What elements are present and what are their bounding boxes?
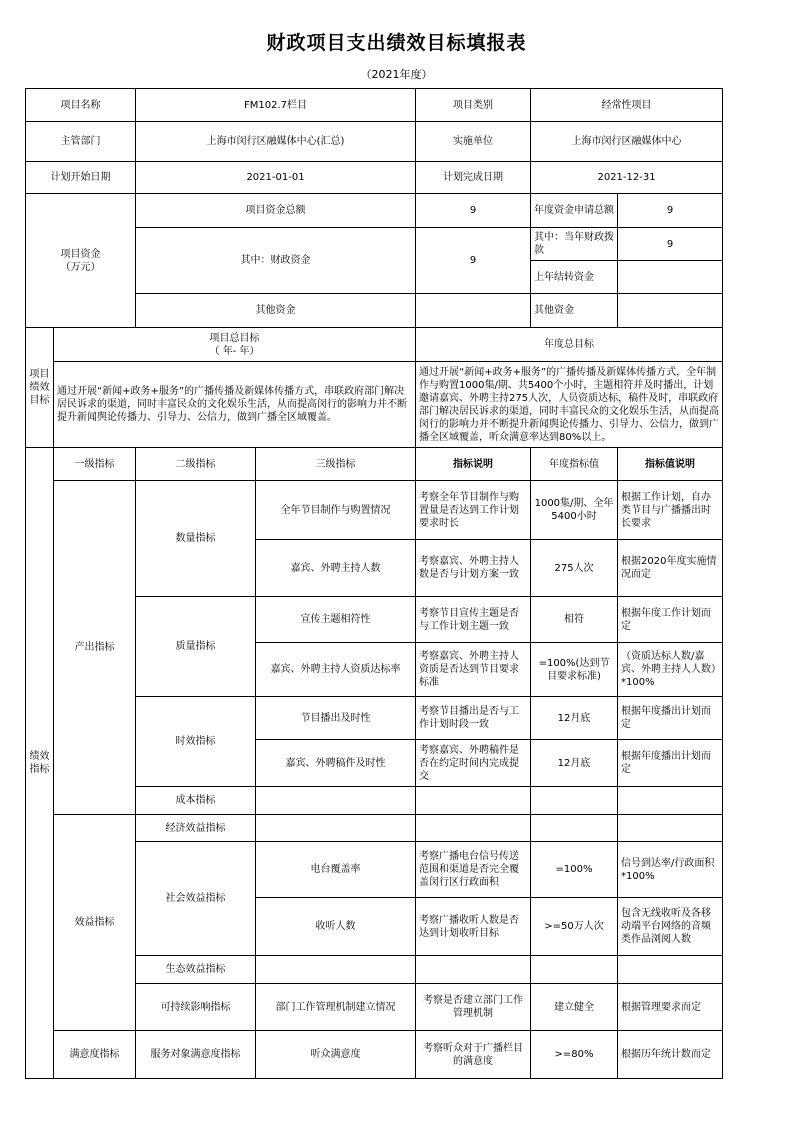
project-type-label: 项目类别 <box>416 89 531 122</box>
indicator-desc: 考察是否建立部门工作管理机制 <box>416 984 531 1031</box>
indicator-name: 嘉宾、外聘稿件及时性 <box>256 740 416 787</box>
indicator-value: 12月底 <box>531 740 618 787</box>
level2-quality: 质量指标 <box>136 597 256 697</box>
indicator-value-empty <box>531 815 618 842</box>
level2-social: 社会效益指标 <box>136 842 256 956</box>
indicator-note: 根据年度播出计划而定 <box>618 740 723 787</box>
funds-current-value: 9 <box>618 228 723 261</box>
indicator-note-empty <box>618 956 723 984</box>
indicator-desc: 考察节目宣传主题是否与工作计划主题一致 <box>416 597 531 643</box>
goals-annual-label: 年度总目标 <box>416 328 723 362</box>
indicators-section-label: 绩效指标 <box>26 448 54 1079</box>
project-name-value: FM102.7栏目 <box>136 89 416 122</box>
indicator-name: 节目播出及时性 <box>256 697 416 740</box>
indicator-name: 电台覆盖率 <box>256 842 416 898</box>
indicator-note: 根据工作计划，自办类节目与广播播出时长要求 <box>618 481 723 540</box>
indicator-value: >=80% <box>531 1031 618 1079</box>
indicator-value-empty <box>531 956 618 984</box>
indicator-name: 全年节目制作与购置情况 <box>256 481 416 540</box>
page-title: 财政项目支出绩效目标填报表 <box>266 32 527 54</box>
indicator-note: 根据年度工作计划而定 <box>618 597 723 643</box>
indicator-name-empty <box>256 956 416 984</box>
indicator-desc: 考察听众对于广播栏目的满意度 <box>416 1031 531 1079</box>
level1-satisfaction: 满意度指标 <box>54 1031 136 1079</box>
end-date-label: 计划完成日期 <box>416 162 531 194</box>
indicator-name: 嘉宾、外聘主持人数 <box>256 540 416 597</box>
start-date-label: 计划开始日期 <box>26 162 136 194</box>
indicator-value: =100% <box>531 842 618 898</box>
funds-other-label: 其他资金 <box>136 294 416 328</box>
indicator-note: （资质达标人数/嘉宾、外聘主持人人数）*100% <box>618 643 723 697</box>
indicator-note-empty <box>618 787 723 815</box>
level1-output: 产出指标 <box>54 481 136 815</box>
dept-label: 主管部门 <box>26 122 136 162</box>
goals-annual-text: 通过开展“新闻+政务+服务”的广播传播及新媒体传播方式，全年制作与购置1000集/期、共5400个小时，主题相符并及时播出，计划邀请嘉宾、外聘主持275人次，人员资质达标，稿件及时，串联政府部门解决居民诉求的渠道，同时丰富民众的文化娱乐生活，从而提高闵行的影响力并不断提升新闻舆论传播力、引导力、公信力，做到广播全区域覆盖，听众满意率达到80%以上。 <box>416 362 723 448</box>
level2-timeliness: 时效指标 <box>136 697 256 787</box>
level1-benefit: 效益指标 <box>54 815 136 1031</box>
level2-ecological: 生态效益指标 <box>136 956 256 984</box>
indicator-name: 部门工作管理机制建立情况 <box>256 984 416 1031</box>
funds-other-right-label: 其他资金 <box>531 294 618 328</box>
level2-cost: 成本指标 <box>136 787 256 815</box>
unit-label: 实施单位 <box>416 122 531 162</box>
level2-service: 服务对象满意度指标 <box>136 1031 256 1079</box>
indicator-desc-empty <box>416 956 531 984</box>
indicator-value: 建立健全 <box>531 984 618 1031</box>
indicator-note: 包含无线收听及各移动端平台网络的音频类作品浏阅人数 <box>618 898 723 956</box>
indicator-note: 根据历年统计数而定 <box>618 1031 723 1079</box>
indicator-name: 收听人数 <box>256 898 416 956</box>
funds-current-label: 其中：当年财政拨款 <box>531 228 618 261</box>
goals-overall-text: 通过开展“新闻+政务+服务”的广播传播及新媒体传播方式，串联政府部门解决居民诉求的渠道，同时丰富民众的文化娱乐生活，从而提高闵行的影响力并不断提升新闻舆论传播力、引导力、公信力，做到广播全区域覆盖。 <box>54 362 416 448</box>
indicator-name: 宣传主题相符性 <box>256 597 416 643</box>
indicator-note: 信号到达率/行政面积*100% <box>618 842 723 898</box>
performance-form-table <box>25 88 723 1079</box>
indicator-value: 1000集/期、全年5400小时 <box>531 481 618 540</box>
indicator-name: 嘉宾、外聘主持人资质达标率 <box>256 643 416 697</box>
funds-fiscal-value: 9 <box>416 228 531 294</box>
indicator-desc: 考察嘉宾、外聘稿件是否在约定时间内完成提交 <box>416 740 531 787</box>
indicator-value-empty <box>531 787 618 815</box>
funds-annual-label: 年度资金申请总额 <box>531 194 618 228</box>
start-date-value: 2021-01-01 <box>136 162 416 194</box>
goals-section-label: 项目绩效目标 <box>26 328 54 448</box>
project-name-label: 项目名称 <box>26 89 136 122</box>
header-level2: 二级指标 <box>136 448 256 481</box>
indicator-desc-empty <box>416 815 531 842</box>
header-description: 指标说明 <box>416 448 531 481</box>
funds-carryover-label: 上年结转资金 <box>531 261 618 294</box>
header-level3: 三级指标 <box>256 448 416 481</box>
indicator-desc: 考察广播收听人数是否达到计划收听目标 <box>416 898 531 956</box>
funds-total-label: 项目资金总额 <box>136 194 416 228</box>
funds-annual-value: 9 <box>618 194 723 228</box>
indicator-value: >=50万人次 <box>531 898 618 956</box>
indicator-desc: 考察嘉宾、外聘主持人资质是否达到节目要求标准 <box>416 643 531 697</box>
indicator-name: 听众满意度 <box>256 1031 416 1079</box>
funds-fiscal-label: 其中：财政资金 <box>136 228 416 294</box>
level2-quantity: 数量指标 <box>136 481 256 597</box>
funds-carryover-value <box>618 261 723 294</box>
level2-sustainable: 可持续影响指标 <box>136 984 256 1031</box>
report-year: （2021年度） <box>360 68 433 81</box>
end-date-value: 2021-12-31 <box>531 162 723 194</box>
dept-value: 上海市闵行区融媒体中心(汇总) <box>136 122 416 162</box>
indicator-desc-empty <box>416 787 531 815</box>
unit-value: 上海市闵行区融媒体中心 <box>531 122 723 162</box>
indicator-name-empty <box>256 787 416 815</box>
indicator-value: 275人次 <box>531 540 618 597</box>
indicator-note: 根据年度播出计划而定 <box>618 697 723 740</box>
level2-economic: 经济效益指标 <box>136 815 256 842</box>
indicator-desc: 考察节目播出是否与工作计划时段一致 <box>416 697 531 740</box>
indicator-note: 根据管理要求而定 <box>618 984 723 1031</box>
header-value-note: 指标值说明 <box>618 448 723 481</box>
goals-overall-label: 项目总目标 （ 年- 年） <box>54 328 416 362</box>
indicator-note-empty <box>618 815 723 842</box>
indicator-name-empty <box>256 815 416 842</box>
indicator-desc: 考察全年节目制作与购置量是否达到工作计划要求时长 <box>416 481 531 540</box>
indicator-desc: 考察广播电台信号传送范围和渠道是否完全覆盖闵行区行政面积 <box>416 842 531 898</box>
header-annual-value: 年度指标值 <box>531 448 618 481</box>
indicator-desc: 考察嘉宾、外聘主持人数是否与计划方案一致 <box>416 540 531 597</box>
project-type-value: 经常性项目 <box>531 89 723 122</box>
indicator-value: 相符 <box>531 597 618 643</box>
indicator-value: 12月底 <box>531 697 618 740</box>
funds-section-label: 项目资金 （万元） <box>26 194 136 328</box>
funds-total-value: 9 <box>416 194 531 228</box>
funds-other-right-value <box>618 294 723 328</box>
header-level1: 一级指标 <box>54 448 136 481</box>
indicator-note: 根据2020年度实施情况而定 <box>618 540 723 597</box>
indicator-value: =100%(达到节目要求标准) <box>531 643 618 697</box>
funds-other-value <box>416 294 531 328</box>
